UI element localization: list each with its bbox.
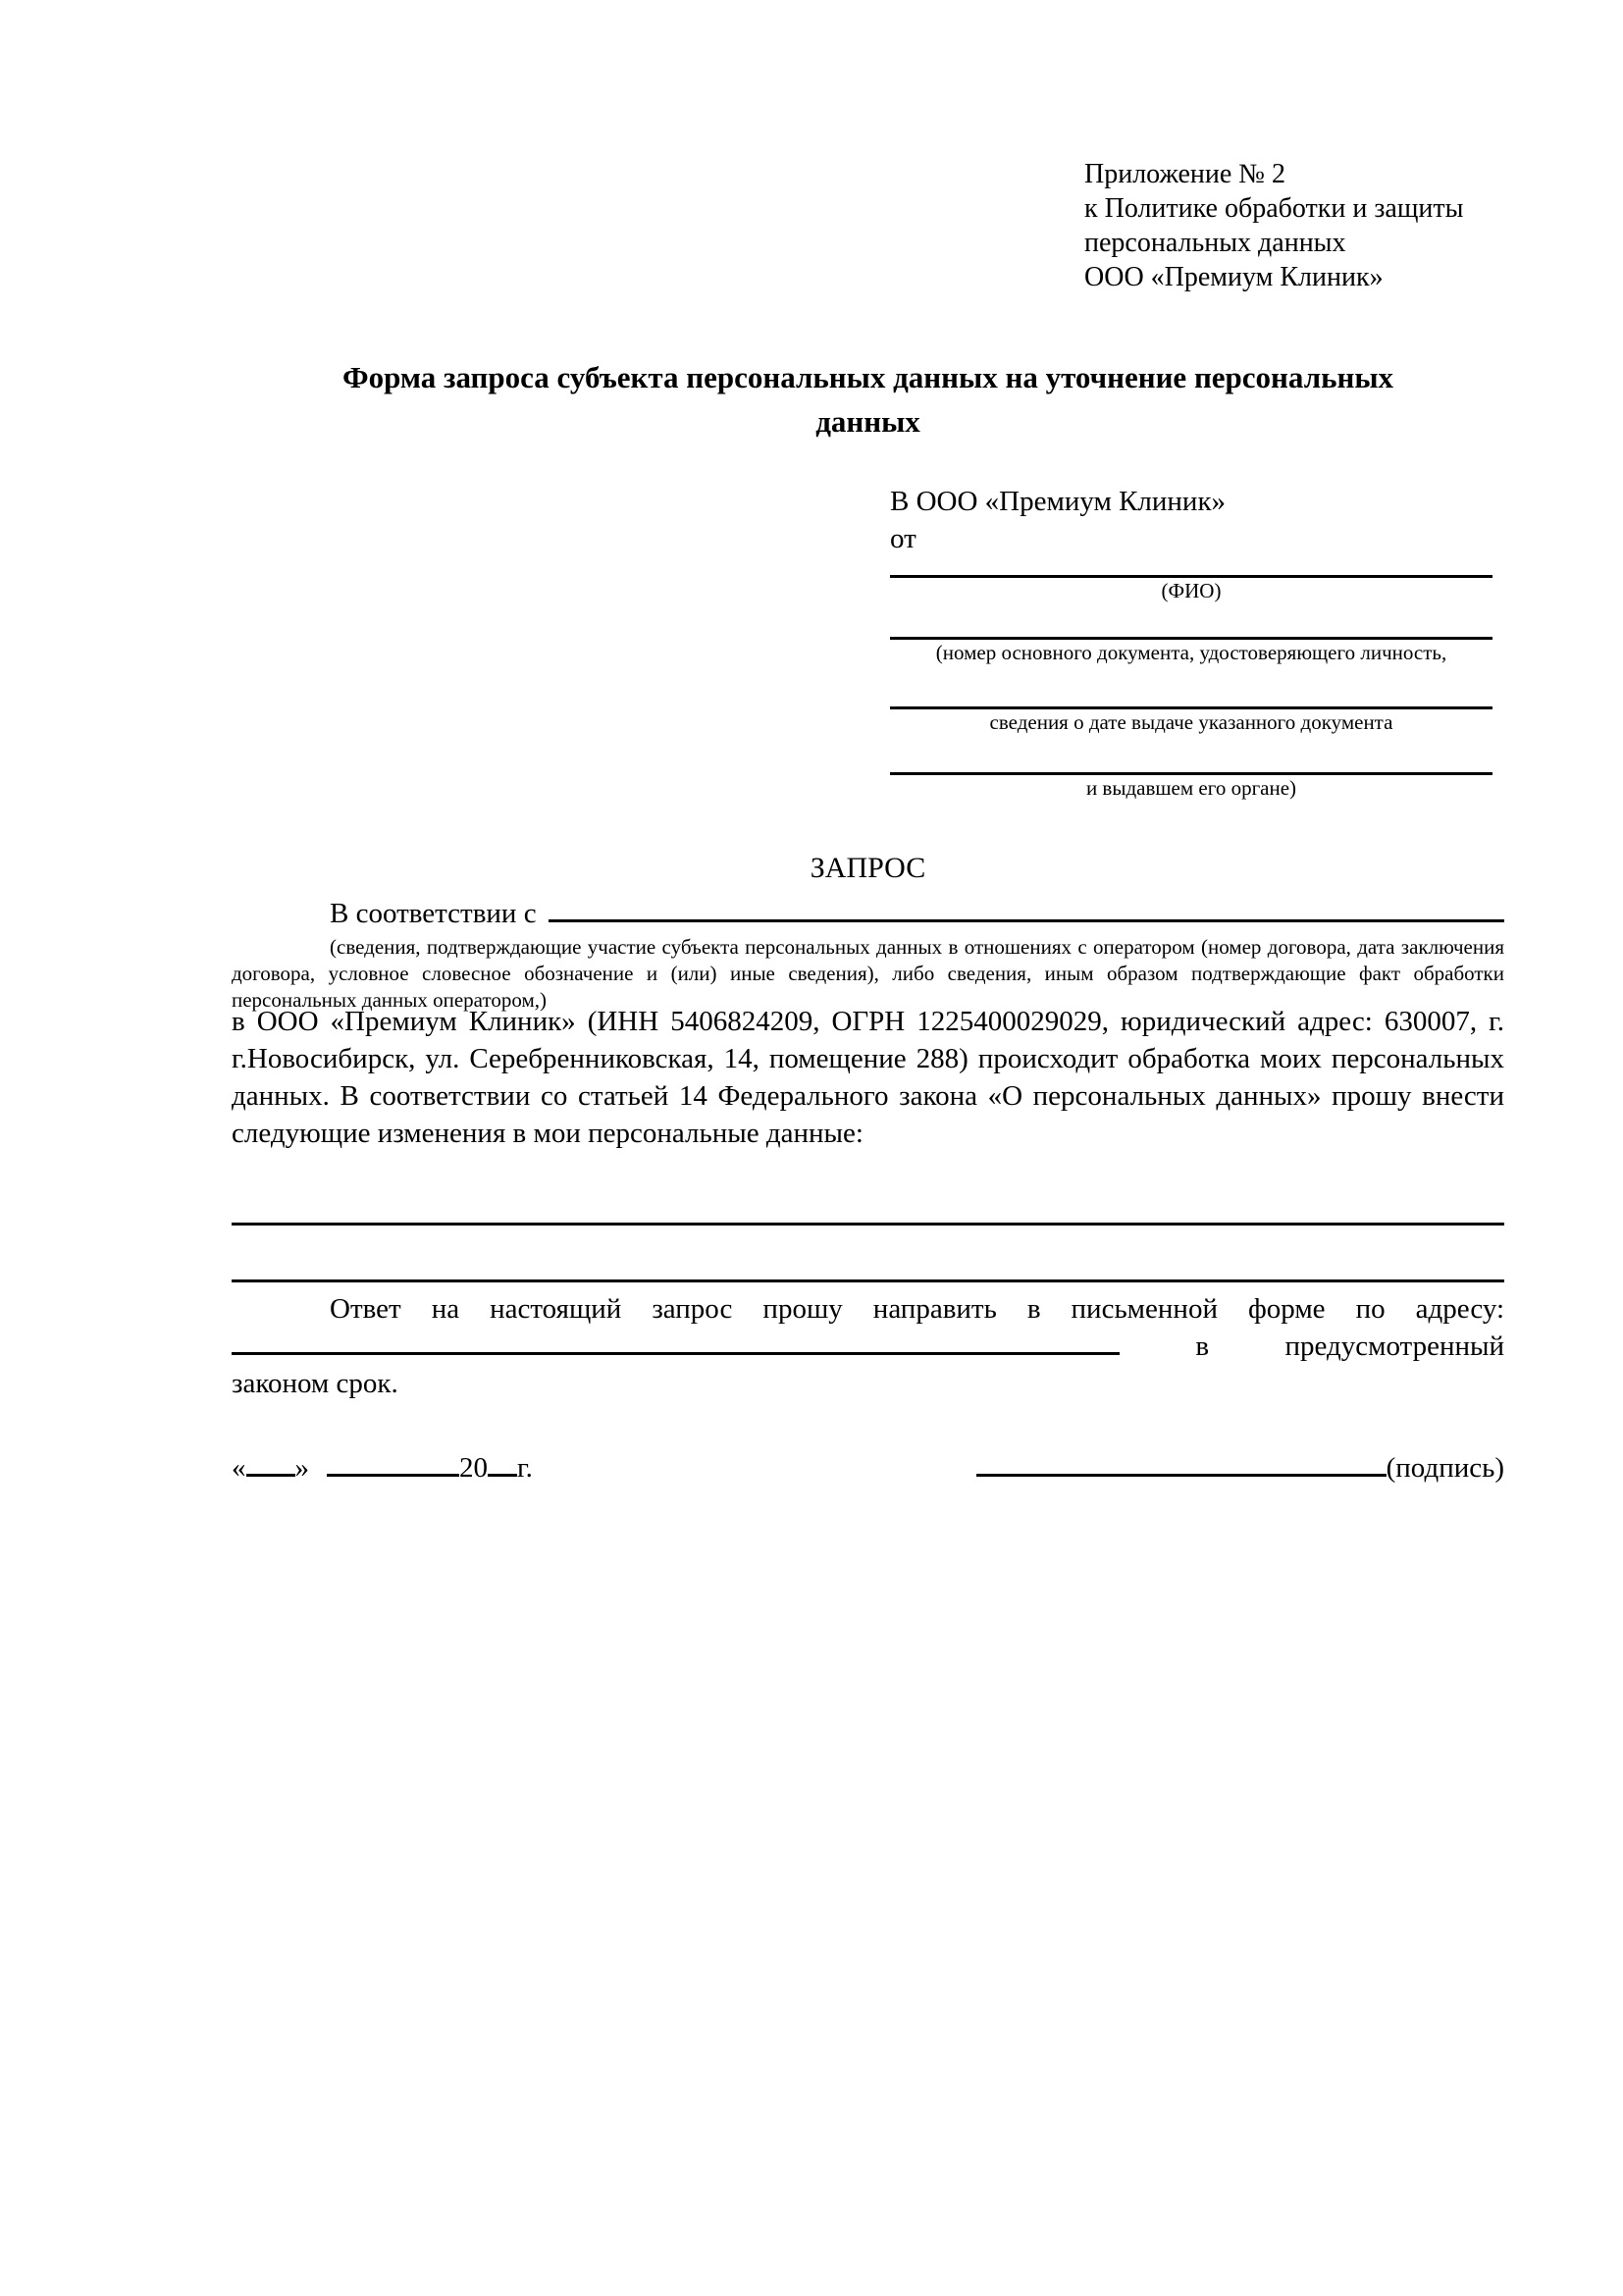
appendix-header-line: к Политике обработки и защиты bbox=[1084, 193, 1464, 224]
signature-caption: (подпись) bbox=[1386, 1452, 1504, 1484]
addressee-to: В ООО «Премиум Клиник» bbox=[890, 486, 1227, 517]
issuing-authority-blank-line bbox=[890, 735, 1492, 775]
lead-text: В соответствии с bbox=[330, 898, 537, 929]
date-field bbox=[232, 1449, 533, 1487]
request-body-paragraph: в ООО «Премиум Клиник» (ИНН 5406824209, ОГРН 1225400029029, юридический адрес: 630007, г. г.Новосибирск, ул. Серебренниковская, 14, помещение 288) происходит обработка моих персональных данных. В соответствии со статьей 14 Федерального закона «О персональных данных» прошу внести следующие изменения в мои персональные данные: bbox=[232, 1006, 1504, 1149]
date-open-quote: « bbox=[232, 1452, 246, 1484]
appendix-header-line: ООО «Премиум Клиник» bbox=[1084, 262, 1384, 292]
reply-line-2 bbox=[232, 1328, 1504, 1365]
date-day-blank bbox=[246, 1470, 295, 1477]
date-month-blank bbox=[327, 1470, 459, 1477]
signature-field bbox=[976, 1449, 1504, 1487]
addressee-from: от bbox=[890, 523, 916, 554]
changes-blank-line-2 bbox=[232, 1279, 1504, 1282]
reply-line-3: законом срок. bbox=[232, 1368, 398, 1399]
request-heading: ЗАПРОС bbox=[810, 852, 926, 884]
fio-caption: (ФИО) bbox=[1161, 579, 1222, 602]
document-issue-date-blank-line bbox=[890, 665, 1492, 709]
reply-line-1: Ответ на настоящий запрос прошу направить в письменной форме по адресу: bbox=[330, 1293, 1504, 1325]
issuing-authority-caption: и выдавшем его органе) bbox=[1085, 776, 1297, 800]
reply-address-blank-line bbox=[232, 1348, 1120, 1355]
date-year-suffix: г. bbox=[517, 1452, 533, 1484]
document-number-caption: (номер основного документа, удостоверяющего личность, bbox=[935, 641, 1447, 664]
small-print-note: (сведения, подтверждающие участие субъекта персональных данных в отношениях с оператором (номер договора, дата заключения договора, условное словесное обозначение и (или) иные сведения), либо сведения, иным образом подтверждающие факт обработки персональных данных оператором,) bbox=[232, 935, 1504, 1012]
lead-line bbox=[232, 895, 1504, 932]
document-number-blank-line bbox=[890, 603, 1492, 640]
date-year-blank bbox=[488, 1470, 517, 1477]
document-issue-date-caption: сведения о дате выдаче указанного документа bbox=[989, 710, 1393, 734]
fio-blank-line bbox=[890, 557, 1492, 578]
signature-blank-line bbox=[976, 1470, 1387, 1477]
reply-paragraph bbox=[232, 1290, 1504, 1402]
date-close-quote: » bbox=[294, 1452, 309, 1484]
form-title bbox=[232, 355, 1504, 444]
lead-blank-line bbox=[549, 915, 1504, 922]
appendix-header-line: Приложение № 2 bbox=[1084, 159, 1285, 189]
form-title-text: Форма запроса субъекта персональных данных на уточнение персональных данных bbox=[341, 360, 1394, 439]
date-year-prefix: 20 bbox=[459, 1452, 488, 1484]
date-signature-row bbox=[232, 1449, 1504, 1487]
appendix-header bbox=[1084, 157, 1506, 294]
changes-blank-line-1 bbox=[232, 1223, 1504, 1226]
addressee-block bbox=[890, 483, 1492, 801]
appendix-header-line: персональных данных bbox=[1084, 228, 1346, 258]
reply-word-predusmotrenny: предусмотренный bbox=[1284, 1331, 1504, 1362]
reply-word-v: в bbox=[1195, 1331, 1210, 1362]
